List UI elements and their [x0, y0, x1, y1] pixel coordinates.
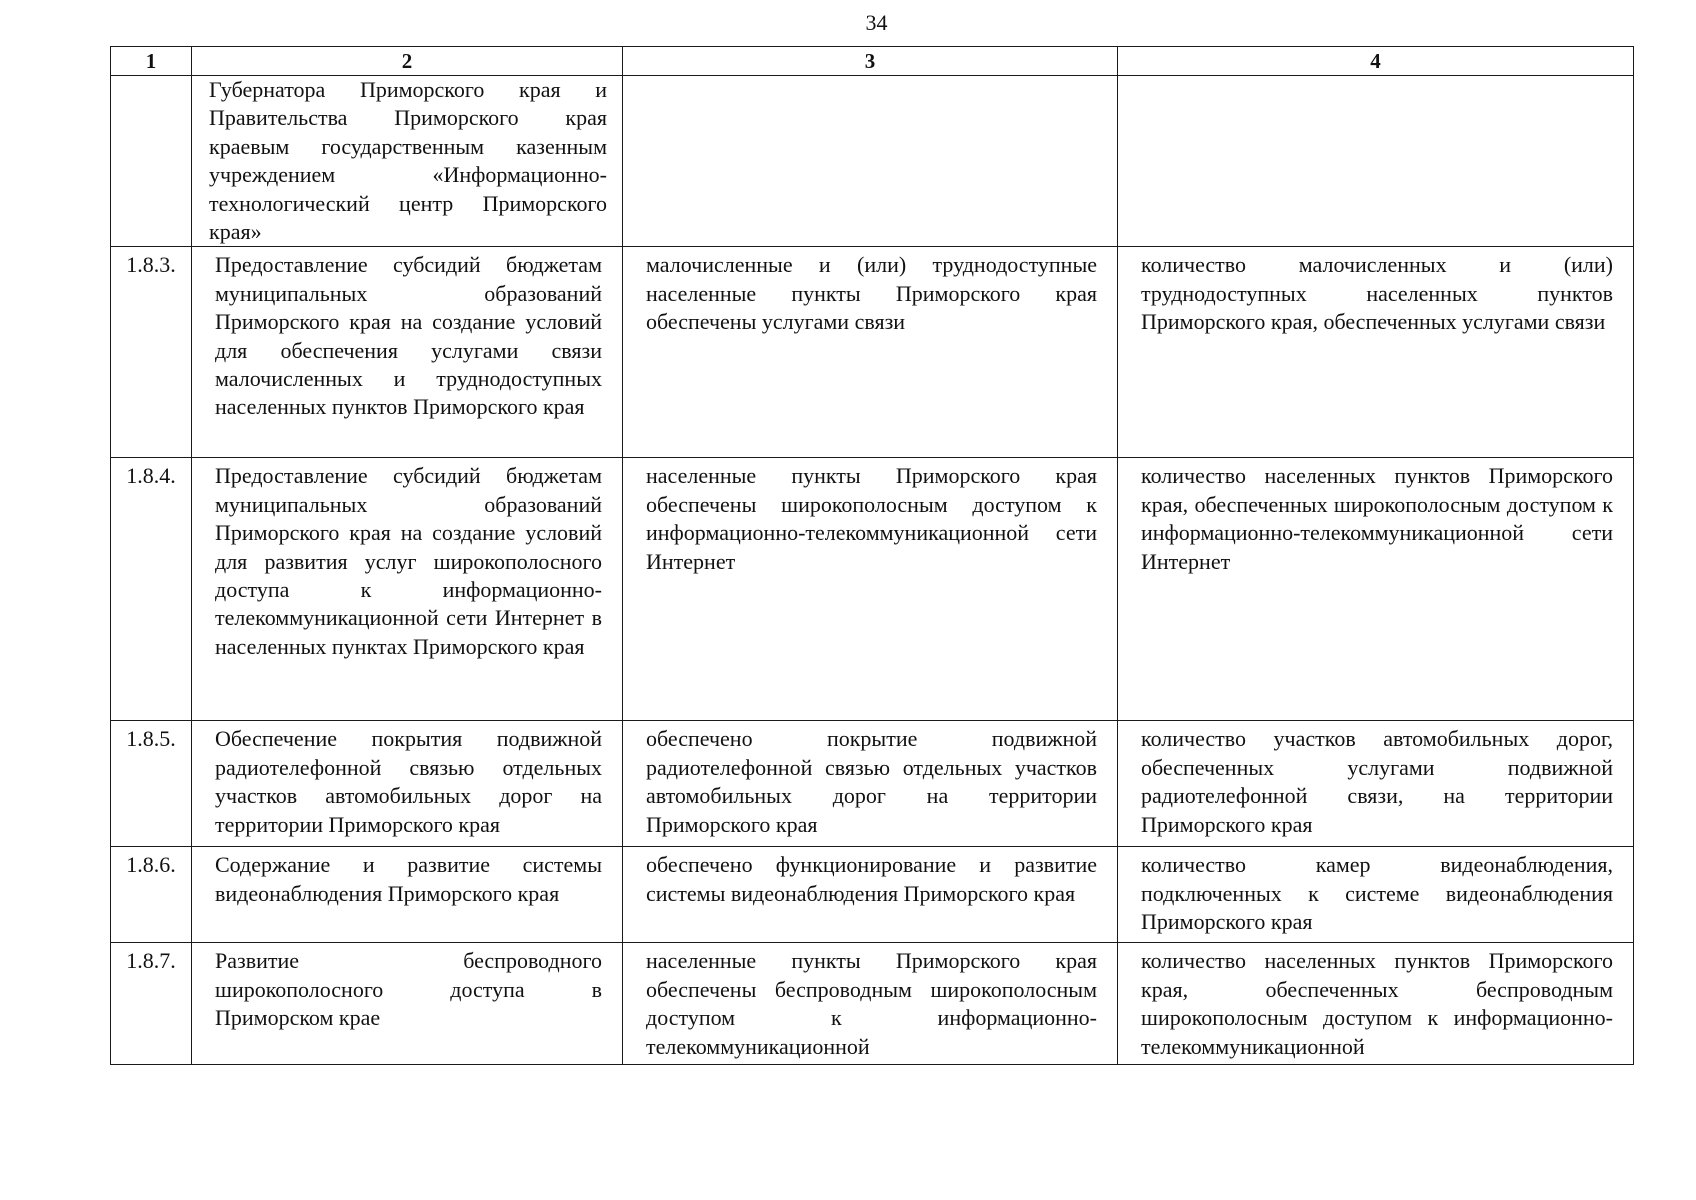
measure-name-cell: Губернатора Приморского края и Правительства Приморского края краевым государственным казенным учреждением «Информационно-технологический центр Приморского края» [192, 76, 623, 247]
expected-result-cell: малочисленные и (или) труднодоступные населенные пункты Приморского края обеспечены услугами связи [623, 247, 1118, 458]
row-number-cell: 1.8.3. [111, 247, 192, 458]
measure-name-cell: Развитие беспроводного широкополосного доступа в Приморском крае [192, 943, 623, 1065]
page-number: 34 [865, 10, 888, 35]
table-row [111, 458, 1634, 721]
column-header-1: 1 [111, 47, 192, 76]
table-row [111, 76, 1634, 247]
row-number-cell: 1.8.7. [111, 943, 192, 1065]
expected-result-cell: населенные пункты Приморского края обеспечены широкополосным доступом к информационно-телекоммуникационной сети Интернет [623, 458, 1118, 721]
expected-result-cell: обеспечено покрытие подвижной радиотелефонной связью отдельных участков автомобильных дорог на территории Приморского края [623, 721, 1118, 847]
expected-result-cell: обеспечено функционирование и развитие системы видеонаблюдения Приморского края [623, 847, 1118, 943]
table-row [111, 721, 1634, 847]
row-number-cell: 1.8.6. [111, 847, 192, 943]
measure-name-cell: Предоставление субсидий бюджетам муниципальных образований Приморского края на создание условий для обеспечения услугами связи малочисленных и труднодоступных населенных пунктов Приморского края [192, 247, 623, 458]
expected-result-cell: населенные пункты Приморского края обеспечены беспроводным широкополосным доступом к информационно-телекоммуникационной [623, 943, 1118, 1065]
measure-name-cell: Содержание и развитие системы видеонаблюдения Приморского края [192, 847, 623, 943]
indicator-cell [1118, 76, 1634, 247]
table-header-row [111, 47, 1634, 76]
row-number-cell: 1.8.5. [111, 721, 192, 847]
measure-name-cell: Предоставление субсидий бюджетам муниципальных образований Приморского края на создание условий для развития услуг широкополосного доступа к информационно-телекоммуникационной сети Интернет в населенных пунктах Приморского края [192, 458, 623, 721]
indicator-cell: количество населенных пунктов Приморского края, обеспеченных беспроводным широкополосным доступом к информационно-телекоммуникационной [1118, 943, 1634, 1065]
expected-result-cell [623, 76, 1118, 247]
row-number-cell [111, 76, 192, 247]
table-row [111, 847, 1634, 943]
column-header-2: 2 [192, 47, 623, 76]
indicator-cell: количество камер видеонаблюдения, подключенных к системе видеонаблюдения Приморского края [1118, 847, 1634, 943]
indicator-cell: количество малочисленных и (или) труднодоступных населенных пунктов Приморского края, обеспеченных услугами связи [1118, 247, 1634, 458]
row-number-cell: 1.8.4. [111, 458, 192, 721]
table-row [111, 247, 1634, 458]
column-header-4: 4 [1118, 47, 1634, 76]
table-row [111, 943, 1634, 1065]
indicator-cell: количество участков автомобильных дорог, обеспеченных услугами подвижной радиотелефонной связи, на территории Приморского края [1118, 721, 1634, 847]
measures-table [110, 46, 1634, 1065]
indicator-cell: количество населенных пунктов Приморского края, обеспеченных широкополосным доступом к информационно-телекоммуникационной сети Интернет [1118, 458, 1634, 721]
measure-name-cell: Обеспечение покрытия подвижной радиотелефонной связью отдельных участков автомобильных дорог на территории Приморского края [192, 721, 623, 847]
column-header-3: 3 [623, 47, 1118, 76]
